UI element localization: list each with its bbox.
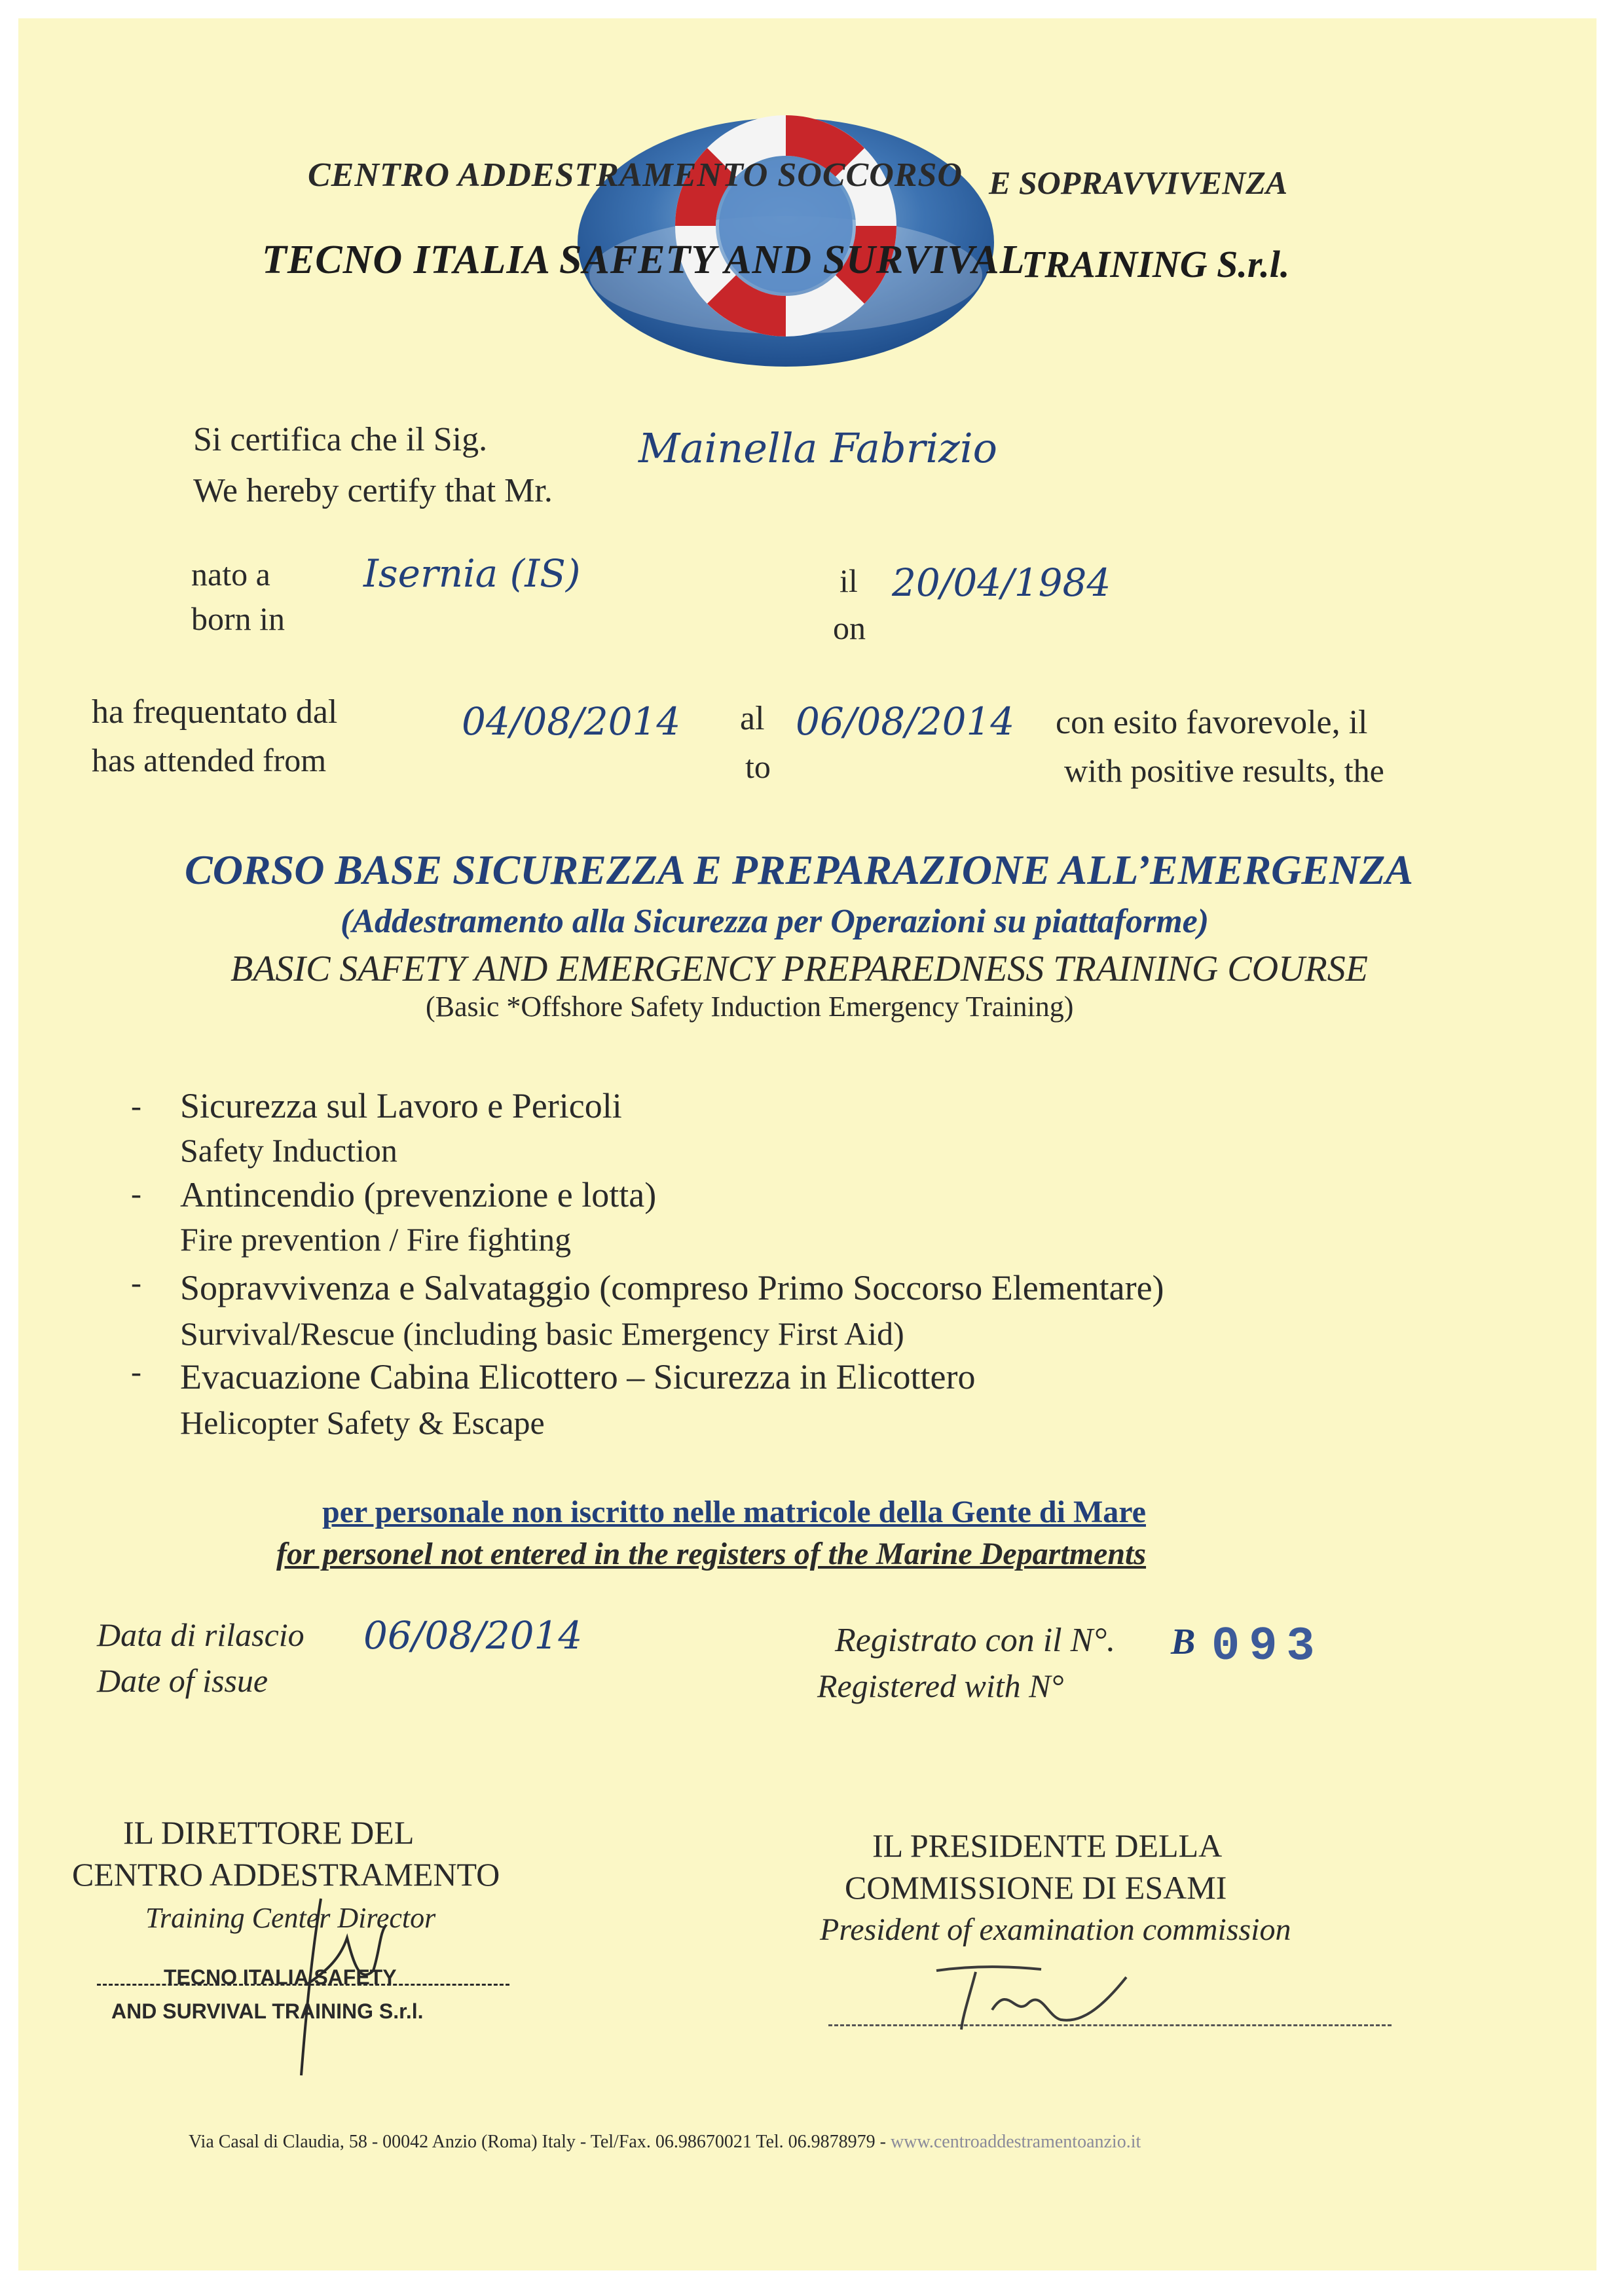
birth-date-label-it: il	[840, 562, 858, 599]
header-company-name-cont: TRAINING S.r.l.	[1022, 243, 1290, 285]
birth-date: 20/04/1984	[892, 560, 1111, 605]
company-stamp-line1: TECNO ITALIA SAFETY	[164, 1965, 397, 1989]
issue-date: 06/08/2014	[363, 1613, 583, 1658]
footer-address	[189, 2132, 1141, 2153]
lifebuoy-logo	[0, 0, 1624, 406]
holder-name: Mainella Fabrizio	[638, 424, 997, 472]
module-bullet: -	[131, 1089, 141, 1123]
registration-label-it: Registrato con il N°.	[835, 1622, 1116, 1659]
module-it: Evacuazione Cabina Elicottero – Sicurezza in Elicottero	[180, 1357, 976, 1396]
personnel-note-it: per personale non iscritto nelle matricole della Gente di Mare	[322, 1495, 1146, 1529]
president-title-line2: COMMISSIONE DI ESAMI	[845, 1869, 1227, 1906]
result-label-it: con esito favorevole, il	[1056, 704, 1368, 741]
module-bullet: -	[131, 1355, 141, 1389]
module-en: Fire prevention / Fire fighting	[180, 1221, 572, 1258]
certify-label-en: We hereby certify that Mr.	[193, 472, 553, 509]
attend-to-date: 06/08/2014	[796, 699, 1015, 744]
course-title-en: BASIC SAFETY AND EMERGENCY PREPAREDNESS TRAINING COURSE	[231, 949, 1368, 989]
director-signature	[282, 1886, 399, 2082]
course-subtitle-en: (Basic *Offshore Safety Induction Emergency Training)	[426, 991, 1074, 1023]
attend-from-label-en: has attended from	[92, 742, 327, 778]
birth-date-label-en: on	[833, 610, 866, 646]
birth-place: Isernia (IS)	[363, 551, 581, 596]
director-title-en: Training Center Director	[145, 1902, 436, 1934]
module-it: Antincendio (prevenzione e lotta)	[180, 1175, 657, 1214]
course-title-it: CORSO BASE SICUREZZA E PREPARAZIONE ALL’EMERGENZA	[185, 847, 1414, 893]
module-it: Sopravvivenza e Salvataggio (compreso Primo Soccorso Elementare)	[180, 1268, 1164, 1307]
header-center-name-cont: E SOPRAVVIVENZA	[989, 164, 1288, 201]
module-it: Sicurezza sul Lavoro e Pericoli	[180, 1086, 622, 1125]
module-en: Safety Induction	[180, 1132, 397, 1169]
module-en: Helicopter Safety & Escape	[180, 1404, 545, 1441]
personnel-note-en: for personel not entered in the registers of the Marine Departments	[276, 1537, 1147, 1571]
company-stamp-line2: AND SURVIVAL TRAINING S.r.l.	[111, 1999, 424, 2023]
president-title-en: President of examination commission	[820, 1912, 1291, 1947]
footer-website-link[interactable]: www.centroaddestramentoanzio.it	[891, 2132, 1141, 2152]
result-label-en: with positive results, the	[1064, 752, 1384, 789]
president-title-line1: IL PRESIDENTE DELLA	[872, 1827, 1223, 1864]
header-center-name: CENTRO ADDESTRAMENTO SOCCORSO	[308, 156, 963, 194]
director-title-line1: IL DIRETTORE DEL	[123, 1814, 415, 1851]
course-subtitle-it: (Addestramento alla Sicurezza per Operazioni su piattaforme)	[341, 903, 1209, 940]
attend-to-label-it: al	[740, 700, 765, 737]
birth-place-label-it: nato a	[191, 556, 270, 592]
registration-label-en: Registered with N°	[817, 1667, 1064, 1704]
registration-number: 093	[1211, 1620, 1324, 1673]
birth-place-label-en: born in	[191, 600, 286, 637]
attend-from-date: 04/08/2014	[462, 699, 681, 744]
attend-to-label-en: to	[745, 748, 771, 785]
registration-prefix: B	[1171, 1622, 1196, 1662]
certify-label-it: Si certifica che il Sig.	[193, 421, 488, 458]
module-en: Survival/Rescue (including basic Emergency First Aid)	[180, 1315, 904, 1352]
module-bullet: -	[131, 1266, 141, 1300]
footer-address-text: Via Casal di Claudia, 58 - 00042 Anzio (Roma) Italy - Tel/Fax. 06.98670021 Tel. 06.9878979 -	[189, 2132, 886, 2152]
attend-from-label-it: ha frequentato dal	[92, 693, 338, 731]
issue-date-label-en: Date of issue	[97, 1662, 268, 1699]
president-signature	[930, 1958, 1153, 2036]
header-company-name: TECNO ITALIA SAFETY AND SURVIVAL	[262, 238, 1025, 282]
issue-date-label-it: Data di rilascio	[97, 1616, 304, 1653]
director-title-line2: CENTRO ADDESTRAMENTO	[72, 1856, 500, 1893]
module-bullet: -	[131, 1176, 141, 1211]
